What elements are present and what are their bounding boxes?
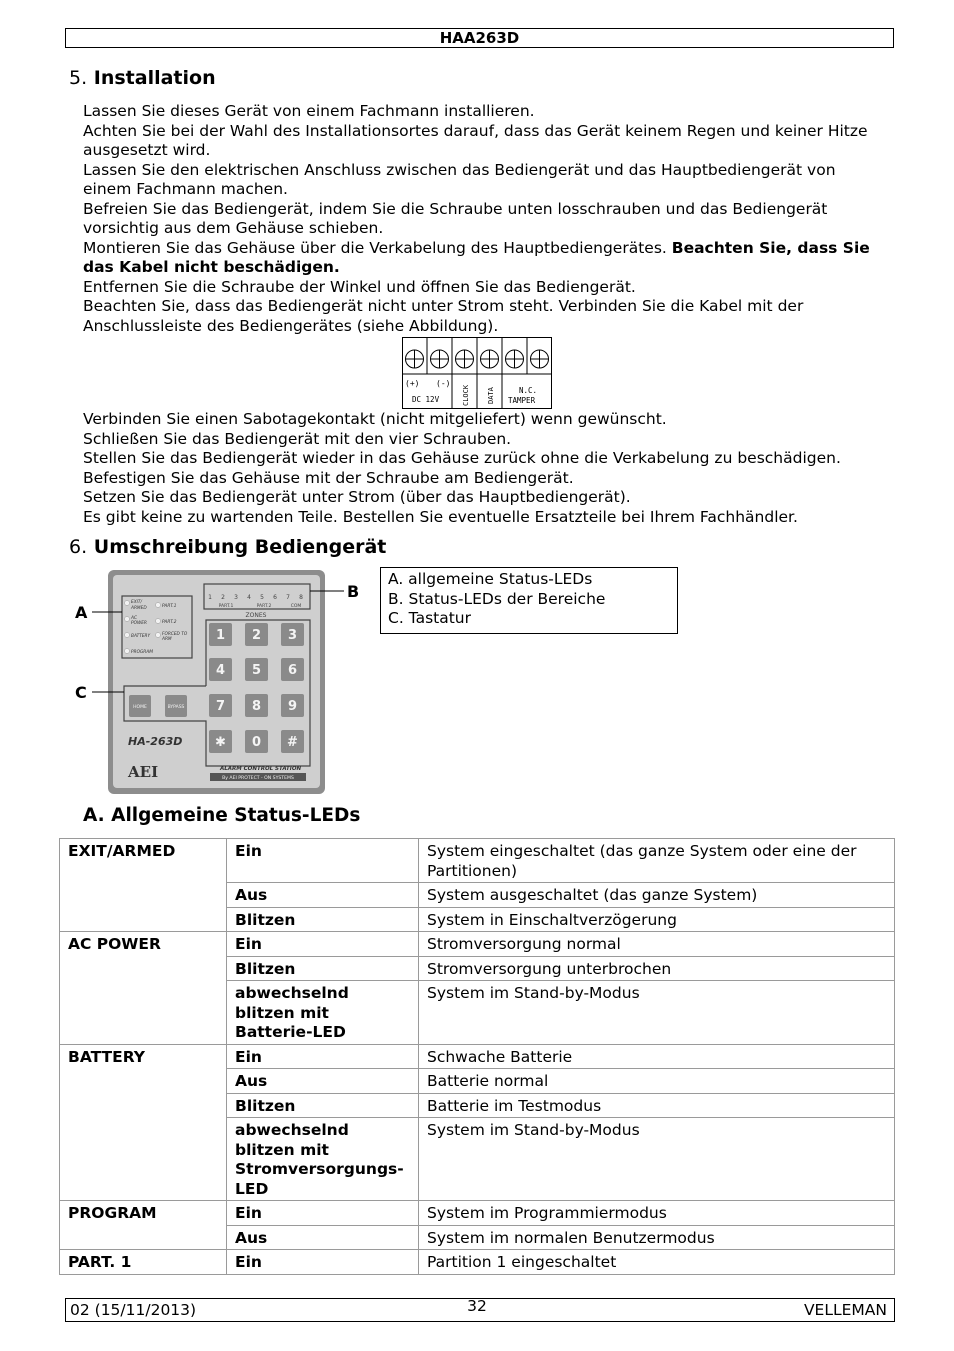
zone-number: 6	[273, 594, 277, 601]
led-desc-cell: System im Stand-by-Modus	[419, 1118, 895, 1201]
led-desc-cell: System eingeschaltet (das ganze System oder eine der Partitionen)	[419, 839, 895, 883]
section5-line: Achten Sie bei der Wahl des Installationsortes darauf, dass das Gerät keinem Regen und keiner Hitze ausgesetzt wird.	[83, 121, 868, 159]
section5-heading	[69, 67, 216, 89]
section5-line: Entfernen Sie die Schraube der Winkel und öffnen Sie das Bediengerät.	[83, 277, 636, 296]
section5-title: Installation	[93, 67, 216, 89]
led-name-cell: PROGRAM	[60, 1201, 227, 1250]
home-key-label: HOME	[133, 705, 147, 710]
key-hash: #	[287, 735, 298, 750]
section5-mount-line	[83, 239, 883, 278]
section5-number: 5.	[69, 67, 88, 89]
led-name-cell: PART. 1	[60, 1250, 227, 1275]
led-label: PROGRAM	[131, 650, 153, 655]
led-state-cell: Ein	[227, 932, 419, 957]
led-label: PART.2	[162, 620, 177, 625]
led-desc-cell: Batterie im Testmodus	[419, 1093, 895, 1118]
key-star: ✱	[215, 735, 226, 750]
table-row	[60, 1201, 895, 1226]
mount-warning: Beachten Sie, dass Sie das Kabel nicht beschädigen.	[83, 238, 870, 276]
led-state-cell: Aus	[227, 1069, 419, 1094]
key-3: 3	[287, 628, 298, 643]
led-label: AC	[131, 616, 137, 621]
zones-label: ZONES	[245, 612, 267, 619]
key-2: 2	[251, 628, 262, 643]
key-4: 4	[215, 663, 226, 678]
led-desc-cell: System im Stand-by-Modus	[419, 981, 895, 1045]
brand-logo: AEI	[128, 763, 159, 781]
section5-line: Es gibt keine zu wartenden Teile. Bestellen Sie eventuelle Ersatzteile bei Ihrem Fachhändler.	[83, 507, 798, 526]
zone-number: 5	[260, 594, 264, 601]
zone-number: 7	[286, 594, 290, 601]
terminal-minus-label: (-)	[436, 379, 451, 388]
section5-line: Beachten Sie, dass das Bediengerät nicht unter Strom steht. Verbinden Sie die Kabel mit der Anschlussleiste des Bediengerätes (siehe Abbildung).	[83, 297, 804, 335]
zone-number: 3	[234, 594, 238, 601]
zone-group-label: COM	[290, 604, 302, 609]
page-number: 32	[467, 1297, 487, 1315]
callout-a: A	[75, 603, 88, 622]
section5-paragraphs-after	[83, 410, 883, 527]
subsection-a-title: A. Allgemeine Status-LEDs	[83, 805, 361, 826]
key-7: 7	[215, 699, 226, 714]
led-name-cell: AC POWER	[60, 932, 227, 1045]
terminal-block-diagram	[402, 337, 553, 410]
zone-group-label: PART.1	[218, 604, 234, 609]
led-state-cell: Aus	[227, 883, 419, 908]
figure-legend	[380, 567, 678, 634]
key-1: 1	[215, 628, 226, 643]
model-label: HA-263D	[128, 735, 183, 748]
led-desc-cell: System in Einschaltverzögerung	[419, 907, 895, 932]
zone-number: 4	[247, 594, 251, 601]
led-state-cell: Aus	[227, 1225, 419, 1250]
led-label: POWER	[131, 621, 147, 626]
table-row	[60, 839, 895, 883]
table-row	[60, 932, 895, 957]
led-state-cell: Blitzen	[227, 1093, 419, 1118]
table-row	[60, 1044, 895, 1069]
zone-number: 2	[221, 594, 225, 601]
section5-line: Verbinden Sie einen Sabotagekontakt (nicht mitgeliefert) wenn gewünscht.	[83, 410, 667, 428]
led-label: FORCED TO	[162, 632, 188, 637]
section5-line: Befestigen Sie das Gehäuse mit der Schraube am Bediengerät.	[83, 468, 574, 487]
led-label: PART.1	[162, 604, 177, 609]
led-state-cell: Blitzen	[227, 907, 419, 932]
led-name-cell: EXIT/ARMED	[60, 839, 227, 932]
section5-line: Befreien Sie das Bediengerät, indem Sie die Schraube unten losschrauben und das Bediengerät vorsichtig aus dem Gehäuse schieben.	[83, 199, 828, 237]
station-label: ALARM CONTROL STATION	[220, 766, 302, 772]
key-0: 0	[251, 735, 262, 750]
led-label: ARM	[162, 637, 172, 642]
led-label: EXIT/	[131, 600, 142, 605]
section5-line: Setzen Sie das Bediengerät unter Strom (über das Hauptbediengerät).	[83, 488, 631, 506]
terminal-tamper-label: TAMPER	[508, 396, 536, 405]
led-state-cell: Ein	[227, 1250, 419, 1275]
callout-b: B	[347, 582, 360, 601]
terminal-clock-label: CLOCK	[462, 384, 470, 406]
status-led-table	[59, 838, 895, 1275]
key-6: 6	[287, 663, 298, 678]
document-header	[65, 28, 894, 48]
led-desc-cell: System im Programmiermodus	[419, 1201, 895, 1226]
section6-number: 6.	[69, 536, 88, 558]
led-state-cell: Ein	[227, 839, 419, 883]
led-state-cell: abwechselnd blitzen mit Stromversorgungs-LED	[227, 1118, 419, 1201]
led-desc-cell: Batterie normal	[419, 1069, 895, 1094]
led-desc-cell: Partition 1 eingeschaltet	[419, 1250, 895, 1275]
legend-item: B. Status-LEDs der Bereiche	[388, 589, 606, 608]
legend-item: C. Tastatur	[388, 609, 472, 627]
callout-c: C	[75, 683, 87, 702]
section5-line: Lassen Sie den elektrischen Anschluss zwischen das Bediengerät und das Hauptbediengerät von einem Fachmann machen.	[83, 160, 836, 198]
led-desc-cell: Stromversorgung normal	[419, 932, 895, 957]
terminal-dc-label: DC 12V	[412, 395, 440, 404]
terminal-data-label: DATA	[487, 387, 495, 404]
footer-brand: VELLEMAN	[803, 1301, 887, 1319]
section6-heading	[69, 536, 386, 558]
led-desc-cell: Stromversorgung unterbrochen	[419, 956, 895, 981]
led-desc-cell: Schwache Batterie	[419, 1044, 895, 1069]
terminal-nc-label: N.C.	[519, 386, 538, 395]
byline-label: By AEI PROTECT - ON SYSTEMS	[222, 776, 294, 781]
header-title: HAA263D	[439, 29, 520, 47]
zone-number: 8	[299, 594, 303, 601]
section5-line: Lassen Sie dieses Gerät von einem Fachmann installieren.	[83, 102, 535, 120]
terminal-plus-label: (+)	[405, 379, 420, 388]
zone-group-label: PART.2	[256, 604, 272, 609]
section5-line: Schließen Sie das Bediengerät mit den vier Schrauben.	[83, 429, 512, 448]
key-8: 8	[251, 699, 262, 714]
section5-line: Stellen Sie das Bediengerät wieder in das Gehäuse zurück ohne die Verkabelung zu beschädigen.	[83, 449, 841, 467]
key-5: 5	[251, 663, 262, 678]
mount-text: Montieren Sie das Gehäuse über die Verkabelung des Hauptbediengerätes.	[83, 238, 672, 257]
led-label: ARMED	[131, 606, 147, 611]
keypad-device-figure	[70, 568, 366, 796]
led-state-cell: Ein	[227, 1201, 419, 1226]
zone-number: 1	[208, 594, 212, 601]
led-desc-cell: System ausgeschaltet (das ganze System)	[419, 883, 895, 908]
key-9: 9	[287, 699, 298, 714]
led-state-cell: abwechselnd blitzen mit Batterie-LED	[227, 981, 419, 1045]
footer-date: 02 (15/11/2013)	[70, 1301, 197, 1319]
led-state-cell: Blitzen	[227, 956, 419, 981]
section6-title: Umschreibung Bediengerät	[93, 536, 387, 558]
table-row	[60, 1250, 895, 1275]
bypass-key-label: BYPASS	[167, 705, 185, 710]
led-desc-cell: System im normalen Benutzermodus	[419, 1225, 895, 1250]
led-label: BATTERY	[131, 634, 151, 639]
legend-item: A. allgemeine Status-LEDs	[388, 570, 593, 588]
section5-paragraphs	[83, 102, 883, 336]
led-name-cell: BATTERY	[60, 1044, 227, 1201]
led-state-cell: Ein	[227, 1044, 419, 1069]
